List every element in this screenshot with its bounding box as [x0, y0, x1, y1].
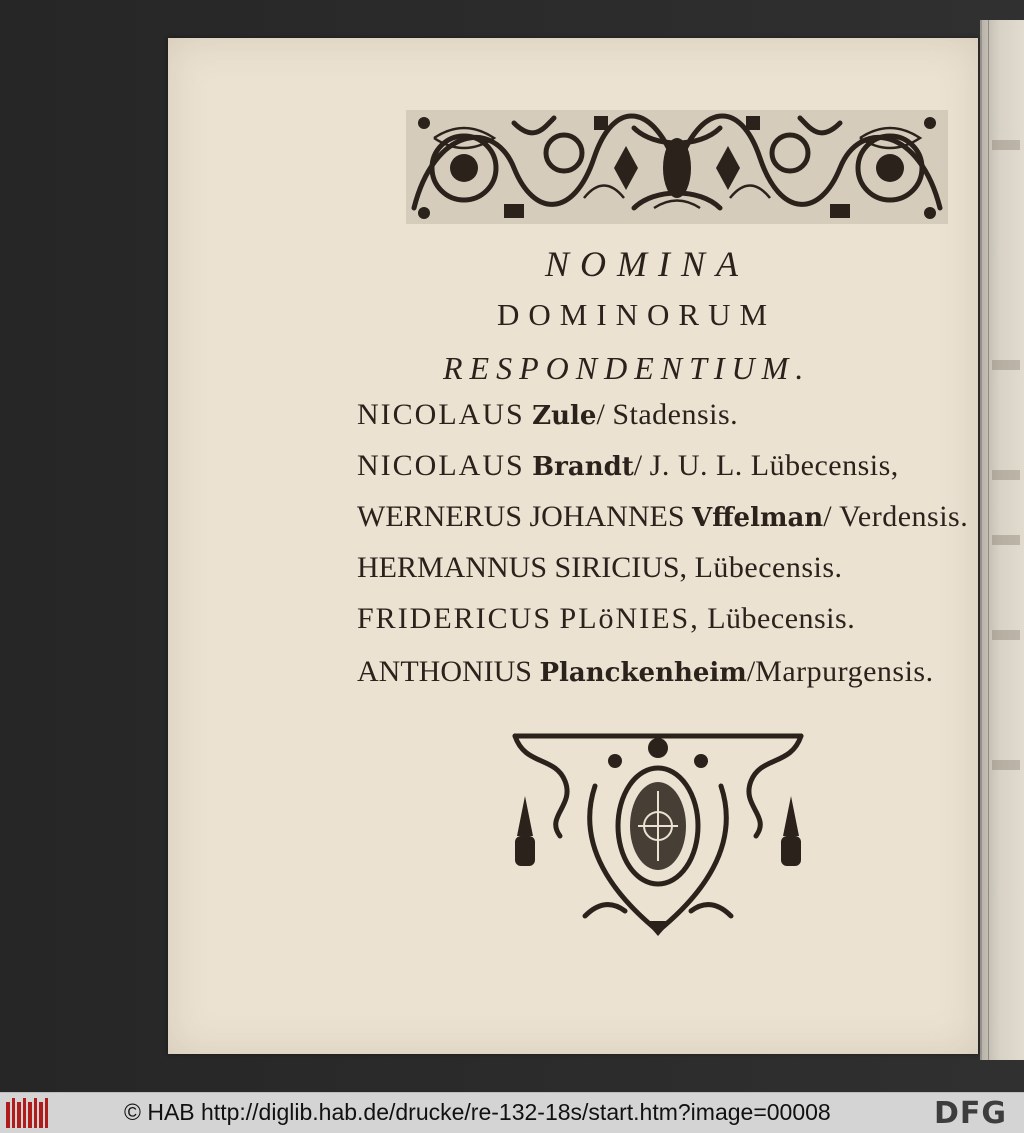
respondent-family-name: Zule [532, 401, 597, 431]
floral-headpiece-icon [404, 108, 950, 226]
respondent-entry [357, 500, 968, 534]
cartouche-tailpiece-icon [505, 726, 811, 938]
respondent-origin: Lübecensis. [694, 551, 843, 584]
ghost-text-mark [992, 535, 1020, 545]
respondent-origin: Marpurgensis. [755, 655, 934, 688]
respondent-origin: Stadensis. [612, 398, 739, 431]
copyright-url-link[interactable]: © HAB http://diglib.hab.de/drucke/re-132-18s/start.htm?image=00008 [124, 1099, 831, 1125]
title-respondentium: RESPONDENTIUM. [443, 350, 811, 386]
respondent-origin: Verdensis. [839, 500, 969, 533]
ghost-text-mark [992, 360, 1020, 370]
name-separator: / [823, 500, 832, 533]
name-separator: / [633, 449, 643, 482]
viewer-footer-bar [0, 1092, 1024, 1133]
respondent-entry [357, 551, 843, 585]
name-separator: / [596, 398, 605, 431]
respondent-family-name: Planckenheim [539, 658, 747, 688]
page-gutter-line [988, 20, 989, 1060]
respondent-given-name: HERMANNUS [357, 551, 548, 584]
respondent-entry [357, 449, 899, 483]
respondent-entry [357, 602, 855, 636]
respondent-given-name: WERNERUS JOHANNES [357, 500, 685, 533]
adjacent-page-edge [980, 20, 1024, 1060]
name-separator: / [746, 655, 756, 688]
respondent-family-name: PLöNIES, [559, 602, 700, 635]
title-dominorum: DOMINORUM [497, 297, 777, 332]
respondent-entry [357, 655, 934, 689]
respondent-origin: Lübecensis. [707, 602, 856, 635]
respondent-given-name: NICOLAUS [357, 398, 525, 431]
respondent-entry [357, 398, 738, 432]
title-nomina: NOMINA [545, 244, 749, 284]
ghost-text-mark [992, 470, 1020, 480]
respondent-given-name: ANTHONIUS [357, 655, 532, 688]
hab-library-logo-icon[interactable] [6, 1098, 48, 1128]
ghost-text-mark [992, 760, 1020, 770]
respondent-given-name: FRIDERICUS [357, 602, 553, 635]
respondent-origin: J. U. L. Lübecensis, [649, 449, 899, 482]
dfg-logo[interactable]: DFG [934, 1096, 1008, 1131]
respondent-family-name: Vffelman [692, 503, 824, 533]
respondent-given-name: NICOLAUS [357, 449, 525, 482]
ghost-text-mark [992, 140, 1020, 150]
respondent-family-name: SIRICIUS, [554, 551, 688, 584]
ghost-text-mark [992, 630, 1020, 640]
respondent-family-name: Brandt [532, 452, 634, 482]
